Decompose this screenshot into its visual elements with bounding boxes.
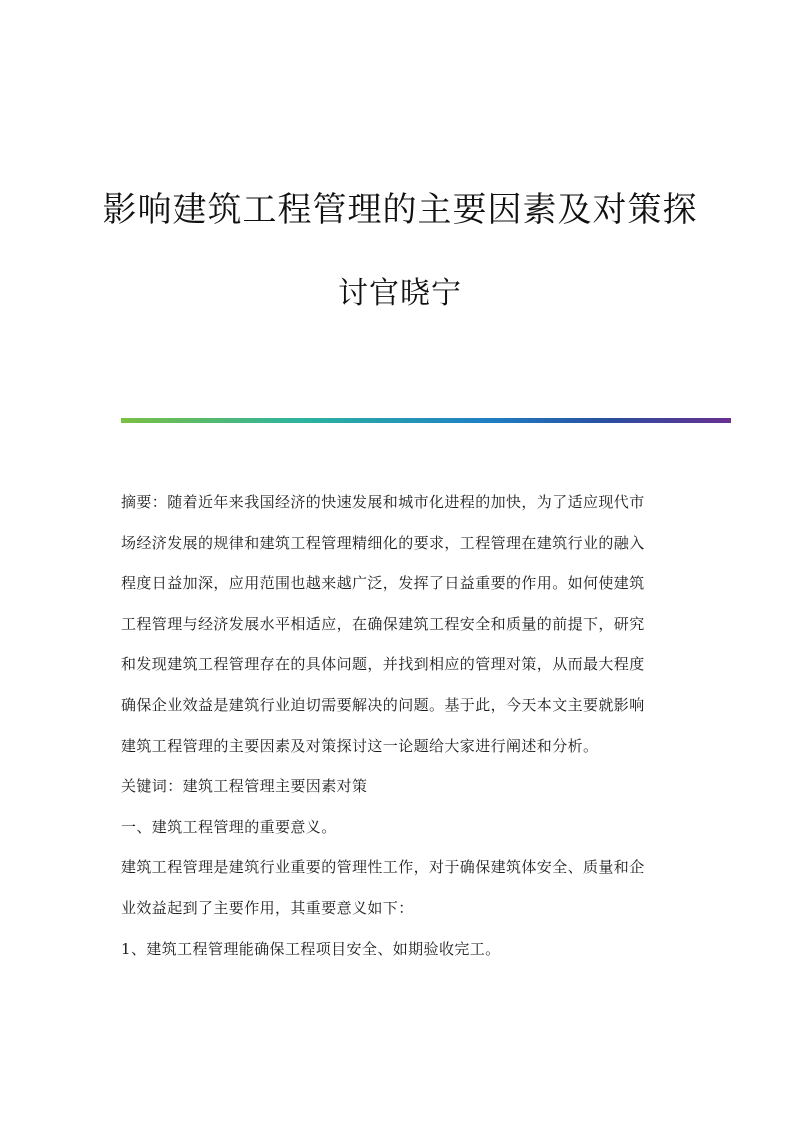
abstract-line: 和发现建筑工程管理存在的具体问题，并找到相应的管理对策，从而最大程度 (121, 655, 645, 674)
section-paragraph (121, 847, 681, 928)
abstract-line: 工程管理与经济发展水平相适应，在确保建筑工程安全和质量的前提下，研究 (121, 614, 645, 633)
abstract-line: 程度日益加深，应用范围也越来越广泛，发挥了日益重要的作用。如何使建筑 (121, 574, 645, 593)
abstract-line: 摘要：随着近年来我国经济的快速发展和城市化进程的加快，为了适应现代市 (121, 493, 645, 511)
keywords-paragraph (121, 766, 681, 807)
section-heading (121, 807, 681, 848)
abstract-line: 场经济发展的规律和建筑工程管理精细化的要求，工程管理在建筑行业的融入 (121, 533, 645, 552)
gradient-divider (121, 418, 731, 423)
section-line: 业效益起到了主要作用，其重要意义如下： (121, 898, 414, 917)
list-item (121, 929, 681, 970)
abstract-paragraph (121, 482, 681, 766)
abstract-line: 建筑工程管理的主要因素及对策探讨这一论题给大家进行阐述和分析。 (121, 736, 599, 755)
list-item-line: 1、建筑工程管理能确保工程项目安全、如期验收完工。 (121, 939, 501, 958)
section-line: 建筑工程管理是建筑行业重要的管理性工作，对于确保建筑体安全、质量和企 (121, 858, 645, 877)
document-body (121, 482, 681, 969)
keywords-line: 关键词：建筑工程管理主要因素对策 (121, 777, 368, 796)
abstract-line: 确保企业效益是建筑行业迫切需要解决的问题。基于此，今天本文主要就影响 (121, 695, 645, 714)
section-heading-line: 一、建筑工程管理的重要意义。 (121, 817, 337, 836)
document-title: 影响建筑工程管理的主要因素及对策探 (102, 190, 698, 230)
document-author-line: 讨官晓宁 (338, 276, 462, 311)
